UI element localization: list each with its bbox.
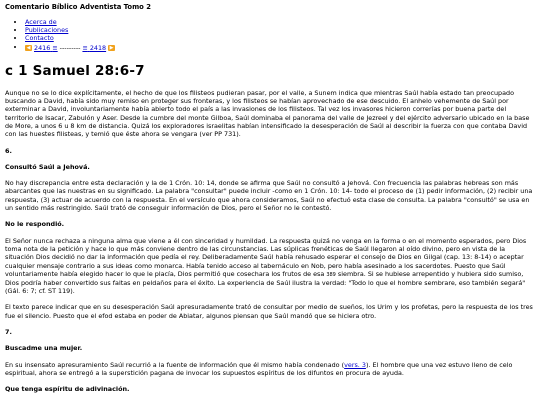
intro-paragraph: Aunque no se lo dice explícitamente, el hecho de que los filisteos pudieran pasar, por el valle, a Sunem indica que mientras Saúl había estado tan preocupado buscando a David, había sido muy remiso en proteger sus fronteras, y los filisteos se habían aprovechado de ese descuido. El anhelo vehemente de Saúl por exterminar a David, involuntariamente había abierto todo el país a las invasiones de los filisteos. Tal vez los invasores hicieron correrías por buena parte del territorio de Isacar, Zabulón y Aser. Desde la cumbre del monte Gilboa, Saúl dominaba el panorama del valle de Jezreel y del ejército adversario ubicado en la base de More, a unos 6 u 8 km de distancia. Quizá los exploradores israelitas habían intensificado la desesperación de Saúl al describir la fuerza con que contaba David con las huestes filisteas, y temió que éste ahora se vengara (ver PP 731). [5,88,530,139]
prev-page-link[interactable]: 2416 ≡ [34,43,58,52]
nav-list [5,18,535,52]
nav-link-publicaciones[interactable]: Publicaciones [25,26,69,35]
verse-6-number: 6. [5,146,12,155]
verse-ref-link[interactable]: vers. 3 [344,360,366,369]
nav-item-publicaciones [25,26,535,34]
verse-6-paragraph-3: El texto parece indicar que en su desesperación Saúl apresuradamente trató de consultar por medio de sueños, los Urim y los profetas, pero la respuesta de los tres fue el silencio. Puesto que el efod estaba en poder de Abiatar, algunos piensan que Saúl mandó que se hiciera otro. [5,303,533,320]
nav-link-acerca[interactable]: Acerca de [25,17,57,26]
verse-7-number: 7. [5,327,12,336]
page-reference: 389 [326,272,336,279]
nav-item-contacto [25,34,535,42]
verse-6-heading-2: No le respondió. [5,220,65,229]
arrow-left-icon[interactable]: • ◀ [26,44,31,51]
nav-link-contacto[interactable]: Contacto [25,34,54,43]
verse-7-paragraph-1: En su insensato apresuramiento Saúl recurrió a la fuente de información que él mismo había condenado (vers. 3). El hombre que una vez estuvo lleno de celo espiritual, ahora se entregó a la superstición pagana de invocar los supuestos espíritus de los difuntos en procura de ayuda. [5,360,513,377]
verse-7-heading-2: Que tenga espíritu de adivinación. [5,385,130,394]
verse-7-heading: Buscadme una mujer. [5,344,83,353]
next-page-link[interactable]: ≡ 2418 [82,43,107,52]
verse-6-heading: Consultó Saúl a Jehová. [5,162,90,171]
verse-6-paragraph-2: El Señor nunca rechaza a ninguna alma que viene a él con sinceridad y humildad. La respuesta quizá no venga en la forma o en el momento esperados, pero Dios toma nota de la petición y hace lo que más conviene dentro de las circunstancias. Las súplicas frenéticas de Saúl llegaron al oído divino, pero en vista de la situación Dios decidió no dar la información que pedía el rey. Deliberadamente Saúl había rehusado esperar el consejo de Dios en Gilgal (cap. 13: 8-14) o aceptar cualquier mensaje contrario a sus ideas como monarca. Había tenido acceso al tabernáculo en Nob, pero había asesinado a los sacerdotes. Puesto que Saúl voluntariamente había elegido hacer lo que le placía, Dios permitió que cosechara los frutos de esa 389 siembra. Si se hubiese arrepentido y hubiera sido sumiso, Dios podría haber convertido sus faltas en peldaños para el éxito. La experiencia de Saúl ilustra la verdad: "Todo lo que el hombre sembrare, eso también segará" (Gál. 6: 7; cf. ST 119). [5,236,527,295]
chapter-title: c 1 Samuel 28:6-7 [5,62,145,79]
verse-6-paragraph-1: No hay discrepancia entre esta declaración y la de 1 Crón. 10: 14, donde se afirma que Saúl no consultó a Jehová. Con frecuencia las palabras hebreas son más abarcantes que las nuestras en su significado. La palabra "consultar" puede incluir -como en 1 Crón. 10: 14- todo el proceso de (1) pedir información, (2) recibir una respuesta, (3) actuar de acuerdo con la respuesta. En el versículo que ahora consideramos, Saúl no efectuó esta clase de consulta. La palabra "consultó" se usa en un sentido más restringido. Saúl trató de conseguir información de Dios, pero el Señor no le contestó. [5,179,533,213]
pager [25,44,115,52]
arrow-right-icon[interactable]: ▶ [109,44,114,51]
nav-item-acerca [25,18,535,26]
nav-item-pager [25,43,535,52]
pager-separator: --------- [59,43,81,52]
site-title: Comentario Bíblico Adventista Tomo 2 [5,3,151,11]
